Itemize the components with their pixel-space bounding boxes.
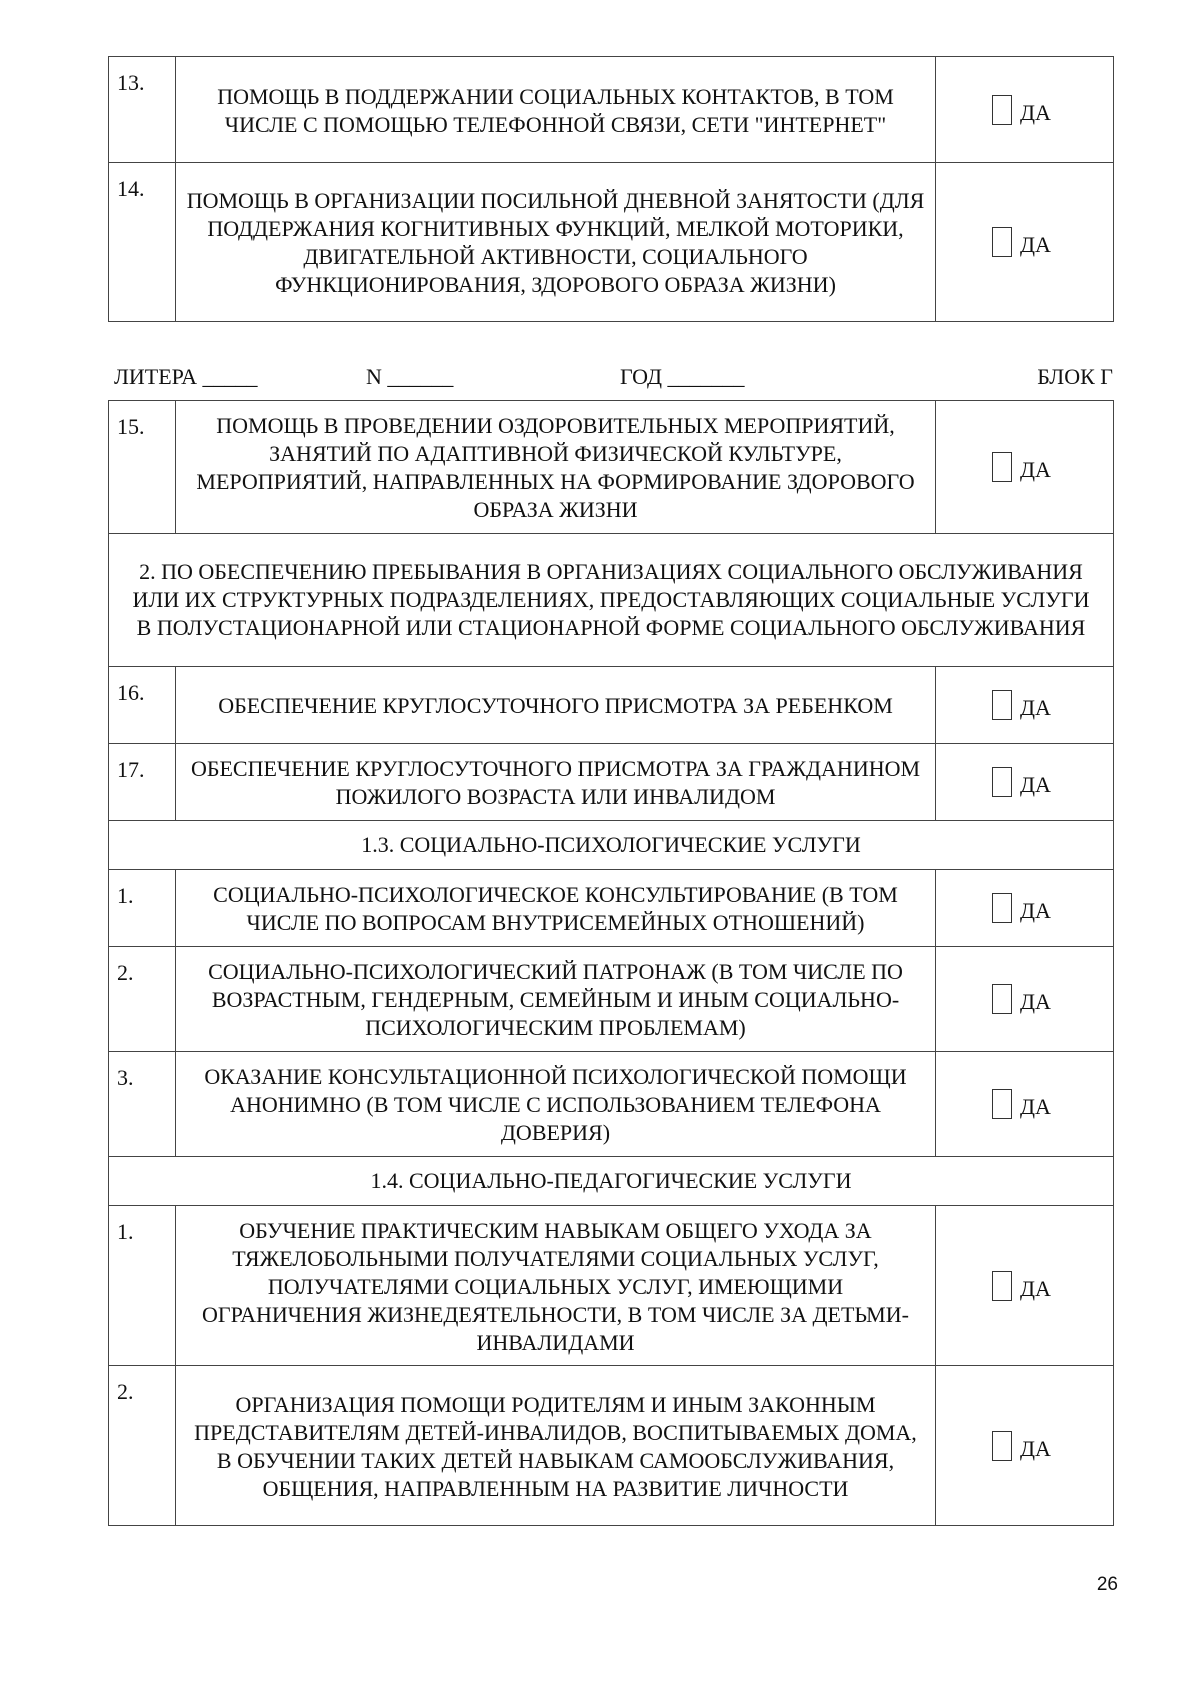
checkbox-square-icon[interactable] xyxy=(992,893,1012,923)
yes-checkbox[interactable] xyxy=(936,57,1114,163)
yes-checkbox[interactable] xyxy=(936,163,1114,322)
yes-label: ДА xyxy=(1020,99,1051,125)
checkbox-square-icon[interactable] xyxy=(992,1271,1012,1301)
row-number: 2. xyxy=(109,1366,176,1526)
checkbox-square-icon[interactable] xyxy=(992,1089,1012,1119)
row-number: 1. xyxy=(109,1206,176,1366)
table-row xyxy=(109,870,1114,947)
checkbox-square-icon[interactable] xyxy=(992,690,1012,720)
yes-checkbox[interactable] xyxy=(936,870,1114,947)
table-row xyxy=(109,1366,1114,1526)
yes-checkbox[interactable] xyxy=(936,947,1114,1052)
yes-checkbox[interactable] xyxy=(936,1206,1114,1366)
yes-label: ДА xyxy=(1020,989,1051,1015)
row-number: 16. xyxy=(109,667,176,744)
service-description: ОРГАНИЗАЦИЯ ПОМОЩИ РОДИТЕЛЯМ И ИНЫМ ЗАКОННЫМ ПРЕДСТАВИТЕЛЯМ ДЕТЕЙ-ИНВАЛИДОВ, ВОСПИТЫВАЕМЫХ ДОМА, В ОБУЧЕНИИ ТАКИХ ДЕТЕЙ НАВЫКАМ САМООБСЛУЖИВАНИЯ, ОБЩЕНИЯ, НАПРАВЛЕННЫМ НА РАЗВИТИЕ ЛИЧНОСТИ xyxy=(176,1366,936,1526)
litera-field: ЛИТЕРА _____ xyxy=(114,364,258,389)
table-row xyxy=(109,401,1114,534)
service-description: ОБЕСПЕЧЕНИЕ КРУГЛОСУТОЧНОГО ПРИСМОТРА ЗА РЕБЕНКОМ xyxy=(176,667,936,744)
table-row xyxy=(109,57,1114,163)
service-description: ПОМОЩЬ В ПРОВЕДЕНИИ ОЗДОРОВИТЕЛЬНЫХ МЕРОПРИЯТИЙ, ЗАНЯТИЙ ПО АДАПТИВНОЙ ФИЗИЧЕСКОЙ КУЛЬТУРЕ, МЕРОПРИЯТИЙ, НАПРАВЛЕННЫХ НА ФОРМИРОВАНИЕ ЗДОРОВОГО ОБРАЗА ЖИЗНИ xyxy=(176,401,936,534)
block-label: БЛОК Г xyxy=(1037,364,1113,389)
services-table-main xyxy=(108,400,1114,1526)
checkbox-square-icon[interactable] xyxy=(992,767,1012,797)
table-row xyxy=(109,163,1114,322)
table-row xyxy=(109,1052,1114,1157)
service-description: ОБЕСПЕЧЕНИЕ КРУГЛОСУТОЧНОГО ПРИСМОТРА ЗА ГРАЖДАНИНОМ ПОЖИЛОГО ВОЗРАСТА ИЛИ ИНВАЛИДОМ xyxy=(176,744,936,821)
checkbox-square-icon[interactable] xyxy=(992,984,1012,1014)
yes-checkbox[interactable] xyxy=(936,744,1114,821)
yes-label: ДА xyxy=(1020,232,1051,258)
service-description: ПОМОЩЬ В ОРГАНИЗАЦИИ ПОСИЛЬНОЙ ДНЕВНОЙ ЗАНЯТОСТИ (ДЛЯ ПОДДЕРЖАНИЯ КОГНИТИВНЫХ ФУНКЦИЙ, МЕЛКОЙ МОТОРИКИ, ДВИГАТЕЛЬНОЙ АКТИВНОСТИ, СОЦИАЛЬНОГО ФУНКЦИОНИРОВАНИЯ, ЗДОРОВОГО ОБРАЗА ЖИЗНИ) xyxy=(176,163,936,322)
year-field: ГОД _______ xyxy=(620,364,745,389)
table-row xyxy=(109,667,1114,744)
section-header-row xyxy=(109,1157,1114,1206)
checkbox-square-icon[interactable] xyxy=(992,452,1012,482)
row-number: 14. xyxy=(109,163,176,322)
page-number: 26 xyxy=(1096,1574,1118,1595)
yes-label: ДА xyxy=(1020,772,1051,798)
services-table-top xyxy=(108,56,1114,322)
row-number: 3. xyxy=(109,1052,176,1157)
service-description: СОЦИАЛЬНО-ПСИХОЛОГИЧЕСКИЙ ПАТРОНАЖ (В ТОМ ЧИСЛЕ ПО ВОЗРАСТНЫМ, ГЕНДЕРНЫМ, СЕМЕЙНЫМ И ИНЫМ СОЦИАЛЬНО-ПСИХОЛОГИЧЕСКИМ ПРОБЛЕМАМ) xyxy=(176,947,936,1052)
page-header xyxy=(108,364,1113,394)
yes-label: ДА xyxy=(1020,695,1051,721)
yes-label: ДА xyxy=(1020,898,1051,924)
checkbox-square-icon[interactable] xyxy=(992,227,1012,257)
yes-label: ДА xyxy=(1020,1275,1051,1301)
row-number: 1. xyxy=(109,870,176,947)
table-row xyxy=(109,947,1114,1052)
yes-checkbox[interactable] xyxy=(936,1052,1114,1157)
number-field: N ______ xyxy=(366,364,454,389)
service-description: ОКАЗАНИЕ КОНСУЛЬТАЦИОННОЙ ПСИХОЛОГИЧЕСКОЙ ПОМОЩИ АНОНИМНО (В ТОМ ЧИСЛЕ С ИСПОЛЬЗОВАНИЕМ ТЕЛЕФОНА ДОВЕРИЯ) xyxy=(176,1052,936,1157)
section-title: 1.3. СОЦИАЛЬНО-ПСИХОЛОГИЧЕСКИЕ УСЛУГИ xyxy=(109,821,1114,870)
table-row xyxy=(109,1206,1114,1366)
row-number: 13. xyxy=(109,57,176,163)
row-number: 2. xyxy=(109,947,176,1052)
table-row xyxy=(109,744,1114,821)
yes-label: ДА xyxy=(1020,457,1051,483)
section-title: 1.4. СОЦИАЛЬНО-ПЕДАГОГИЧЕСКИЕ УСЛУГИ xyxy=(109,1157,1114,1206)
service-description: СОЦИАЛЬНО-ПСИХОЛОГИЧЕСКОЕ КОНСУЛЬТИРОВАНИЕ (В ТОМ ЧИСЛЕ ПО ВОПРОСАМ ВНУТРИСЕМЕЙНЫХ ОТНОШЕНИЙ) xyxy=(176,870,936,947)
service-description: ПОМОЩЬ В ПОДДЕРЖАНИИ СОЦИАЛЬНЫХ КОНТАКТОВ, В ТОМ ЧИСЛЕ С ПОМОЩЬЮ ТЕЛЕФОННОЙ СВЯЗИ, СЕТИ "ИНТЕРНЕТ" xyxy=(176,57,936,163)
service-description: ОБУЧЕНИЕ ПРАКТИЧЕСКИМ НАВЫКАМ ОБЩЕГО УХОДА ЗА ТЯЖЕЛОБОЛЬНЫМИ ПОЛУЧАТЕЛЯМИ СОЦИАЛЬНЫХ УСЛУГ, ПОЛУЧАТЕЛЯМИ СОЦИАЛЬНЫХ УСЛУГ, ИМЕЮЩИМИ ОГРАНИЧЕНИЯ ЖИЗНЕДЕЯТЕЛЬНОСТИ, В ТОМ ЧИСЛЕ ЗА ДЕТЬМИ-ИНВАЛИДАМИ xyxy=(176,1206,936,1366)
section-title: 2. ПО ОБЕСПЕЧЕНИЮ ПРЕБЫВАНИЯ В ОРГАНИЗАЦИЯХ СОЦИАЛЬНОГО ОБСЛУЖИВАНИЯ ИЛИ ИХ СТРУКТУРНЫХ ПОДРАЗДЕЛЕНИЯХ, ПРЕДОСТАВЛЯЮЩИХ СОЦИАЛЬНЫЕ УСЛУГИ В ПОЛУСТАЦИОНАРНОЙ ИЛИ СТАЦИОНАРНОЙ ФОРМЕ СОЦИАЛЬНОГО ОБСЛУЖИВАНИЯ xyxy=(109,534,1114,667)
row-number: 15. xyxy=(109,401,176,534)
yes-checkbox[interactable] xyxy=(936,401,1114,534)
yes-label: ДА xyxy=(1020,1094,1051,1120)
yes-checkbox[interactable] xyxy=(936,1366,1114,1526)
checkbox-square-icon[interactable] xyxy=(992,95,1012,125)
row-number: 17. xyxy=(109,744,176,821)
section-header-row xyxy=(109,821,1114,870)
yes-label: ДА xyxy=(1020,1435,1051,1461)
checkbox-square-icon[interactable] xyxy=(992,1431,1012,1461)
yes-checkbox[interactable] xyxy=(936,667,1114,744)
section-header-row xyxy=(109,534,1114,667)
